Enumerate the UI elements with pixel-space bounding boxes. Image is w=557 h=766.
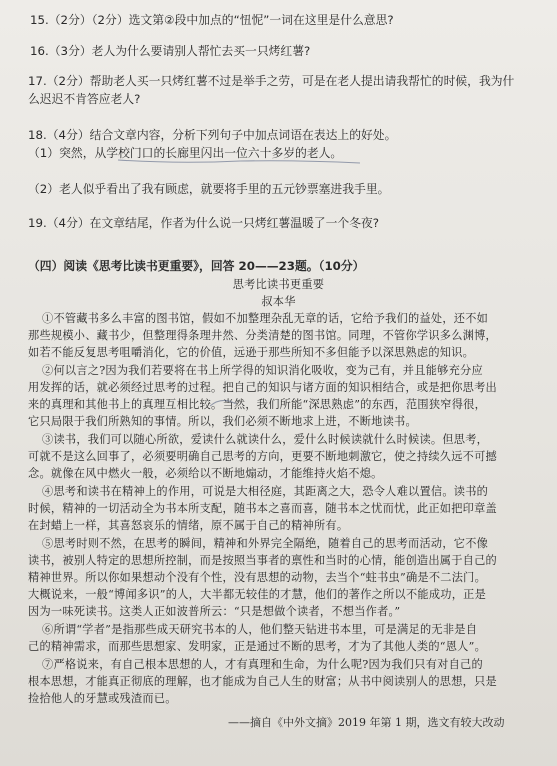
- para-2-line-1: ②何以言之?因为我们若要将在书上所学得的知识消化吸收，变为己有，并且能够充分应: [42, 364, 483, 377]
- para-1-line-3: 如若不能反复思考咀嚼消化，它的价值，远逊于那些所知不多但能予以深思熟虑的知识。: [28, 346, 475, 359]
- para-7-line-3: 捡拾他人的牙慧或残渣而已。: [28, 692, 177, 705]
- para-1-line-2: 那些规模小、藏书少，但整理得条理井然、分类清楚的图书馆。同理，不管你学识多么渊博，: [28, 329, 497, 342]
- question-18-sub2: （2）老人似乎看出了我有顾虑，就要将手里的五元钞票塞进我手里。: [28, 182, 390, 196]
- article-title: 思考比读书更重要: [232, 278, 325, 291]
- para-3-line-2: 可就不是这么回事了，必须要明确自己思考的方向，更要不断地刺激它，使之持续久远不可撼: [28, 450, 497, 463]
- para-7-line-2: 根本思想，才能真正彻底的理解，也才能成为自己人生的财富；从书中阅读别人的思想，只是: [28, 675, 497, 688]
- para-3-line-3: 念。就像在风中燃火一般，必须给以不断地煽动，才能维持火焰不熄。: [28, 467, 383, 480]
- article-author: 叔本华: [261, 295, 296, 308]
- para-1-line-1: ①不管藏书多么丰富的图书馆，假如不加整理杂乱无章的话，它给予我们的益处，还不如: [42, 312, 489, 325]
- para-5-line-3: 精神世界。所以你如果想动个没有个性，没有思想的动物，去当个“蛀书虫”确是不二法门。: [28, 571, 487, 584]
- para-4-line-1: ④思考和读书在精神上的作用，可说是大相径庭，其距离之大，恐令人难以置信。读书的: [42, 485, 489, 498]
- para-5-line-2: 读书，被别人特定的思想所控制，而是按照当事者的禀性和当时的心情，能创造出属于自己的: [28, 554, 497, 567]
- para-5-line-4: 大概说来，一般“博闻多识”的人，大半都无较佳的才慧，他们的著作之所以不能成功，正是: [28, 588, 487, 601]
- question-19: 19.（4分）在文章结尾，作者为什么说一只烤红薯温暖了一个冬夜?: [28, 216, 380, 230]
- para-3-line-1: ③读书，我们可以随心所欲，爱读什么就读什么，爱什么时候读就什么时候读。但思考，: [42, 433, 489, 446]
- section-header: （四）阅读《思考比读书更重要》，回答 20——23题。（10分）: [28, 259, 365, 273]
- para-5-line-5: 因为一味死读书。这类人正如波普所云：“只是想做个读者，不想当作者。”: [28, 605, 401, 618]
- question-15: 15.（2分）（2分）选文第②段中加点的“忸怩”一词在这里是什么意思?: [30, 13, 394, 27]
- para-2-line-3: 来的真理和其他书上的真理互相比较。当然，我们所能“深思熟虑”的东西，范围狭窄得很，: [28, 398, 487, 411]
- para-5-line-1: ⑤思考时则不然，在思考的瞬间，精神和外界完全隔绝，随着自己的思考而活动，它不像: [42, 537, 489, 550]
- para-7-line-1: ⑦严格说来，有自己根本思想的人，才有真理和生命，为什么呢?因为我们只有对自己的: [42, 658, 483, 671]
- para-4-line-3: 在封蜡上一样，其喜怒哀乐的情绪，原不属于自己的精神所有。: [28, 519, 349, 532]
- question-17-line2: 么迟迟不肯答应老人?: [28, 92, 141, 106]
- para-6-line-1: ⑥所谓“学者”是指那些成天研究书本的人，他们整天钻进书本里，可是满足的无非是自: [42, 623, 478, 636]
- question-18-sub1: （1）突然，从学校门口的长廊里闪出一位六十多岁的老人。: [28, 146, 343, 160]
- pen-mark-para-2: [210, 400, 236, 406]
- question-18: 18.（4分）结合文章内容，分析下列句子中加点词语在表达上的好处。: [28, 128, 397, 142]
- question-16: 16.（3分）老人为什么要请别人帮忙去买一只烤红薯?: [30, 44, 311, 58]
- article-source: ——摘自《中外文摘》2019 年第 1 期，选文有较大改动: [228, 716, 505, 729]
- question-17-line1: 17.（2分）帮助老人买一只烤红薯不过是举手之劳，可是在老人提出请我帮忙的时候，我为什: [28, 74, 515, 88]
- para-2-line-4: 它只局限于我们所熟知的事情。所以，我们必须不断地求上进，不断地读书。: [28, 415, 417, 428]
- pen-underline-18-1: [118, 160, 360, 163]
- para-6-line-2: 己的精神需求，而那些思想家、发明家，正是通过不断的思考，才为了其他人类的“恩人”。: [28, 640, 487, 653]
- para-2-line-2: 用发挥的话，就必须经过思考的过程。把自己的知识与诸方面的知识相结合，或是把你思考出: [28, 381, 497, 394]
- para-4-line-2: 时候，精神的一切活动全为书本所支配，随书本之喜而喜，随书本之忧而忧，此正如把印章盖: [28, 502, 497, 515]
